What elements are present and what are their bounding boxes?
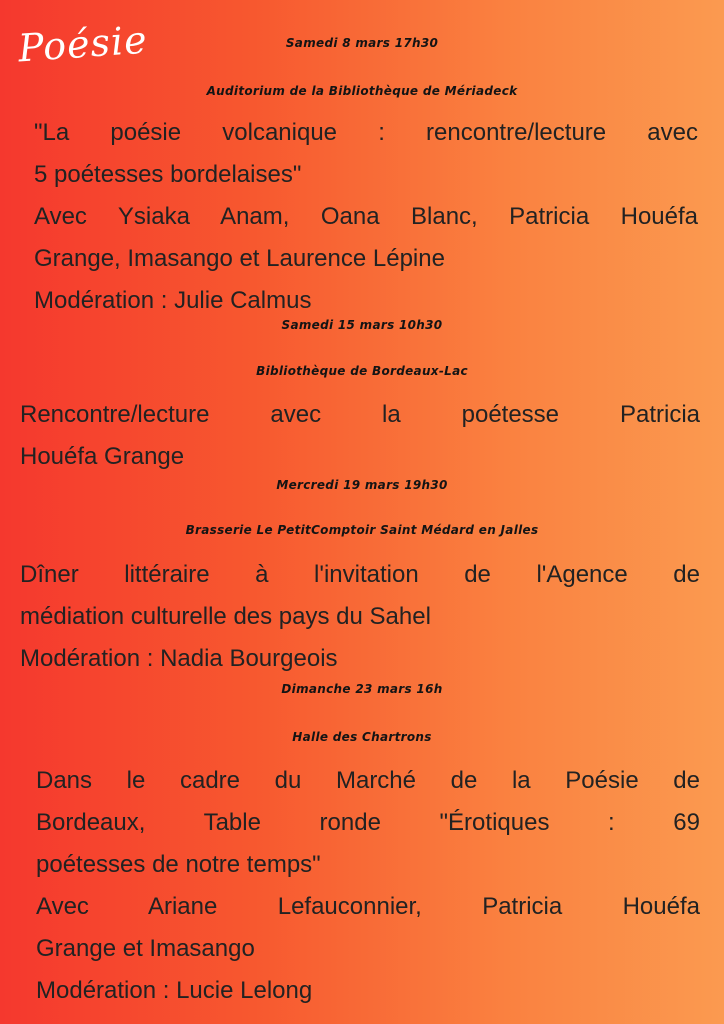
event-2-line-2: Houéfa Grange: [20, 443, 185, 470]
event-1-venue: Auditorium de la Bibliothèque de Mériadeck: [206, 84, 518, 98]
event-1-date: Samedi 8 mars 17h30: [285, 36, 439, 50]
poesie-script-title: Poésie: [16, 17, 149, 71]
event-3-line-3: Modération : Nadia Bourgeois: [20, 645, 338, 672]
event-4-venue: Halle des Chartrons: [292, 730, 432, 744]
event-4-date: Dimanche 23 mars 16h: [281, 682, 443, 696]
event-2-line-1: Rencontre/lecture avec la poétesse Patricia: [20, 401, 700, 428]
event-1-line-4: Grange, Imasango et Laurence Lépine: [34, 245, 445, 272]
event-2-venue: Bibliothèque de Bordeaux-Lac: [256, 364, 468, 378]
event-3-venue: Brasserie Le PetitComptoir Saint Médard en Jalles: [185, 523, 539, 537]
event-1-line-5: Modération : Julie Calmus: [34, 287, 312, 314]
event-4-line-1: Dans le cadre du Marché de la Poésie de: [36, 767, 700, 794]
event-4-line-5: Grange et Imasango: [36, 935, 255, 962]
event-3-line-1: Dîner littéraire à l'invitation de l'Agence de: [20, 561, 700, 588]
event-4-description: [36, 760, 700, 1012]
event-3-line-2: médiation culturelle des pays du Sahel: [20, 603, 431, 630]
event-2-description: [20, 394, 700, 478]
event-1-line-1: "La poésie volcanique : rencontre/lecture avec: [34, 119, 698, 146]
event-2-date: Samedi 15 mars 10h30: [281, 318, 443, 332]
event-4-line-6: Modération : Lucie Lelong: [36, 977, 313, 1004]
event-1-line-3: Avec Ysiaka Anam, Oana Blanc, Patricia Houéfa: [34, 203, 698, 230]
event-3-date: Mercredi 19 mars 19h30: [276, 478, 448, 492]
event-4-line-4: Avec Ariane Lefauconnier, Patricia Houéfa: [36, 893, 700, 920]
event-3-description: [20, 554, 700, 680]
event-4-line-3: poétesses de notre temps": [36, 851, 321, 878]
event-4-line-2: Bordeaux, Table ronde "Érotiques : 69: [36, 809, 700, 836]
event-1-line-2: 5 poétesses bordelaises": [34, 161, 302, 188]
event-1-description: [34, 112, 698, 322]
